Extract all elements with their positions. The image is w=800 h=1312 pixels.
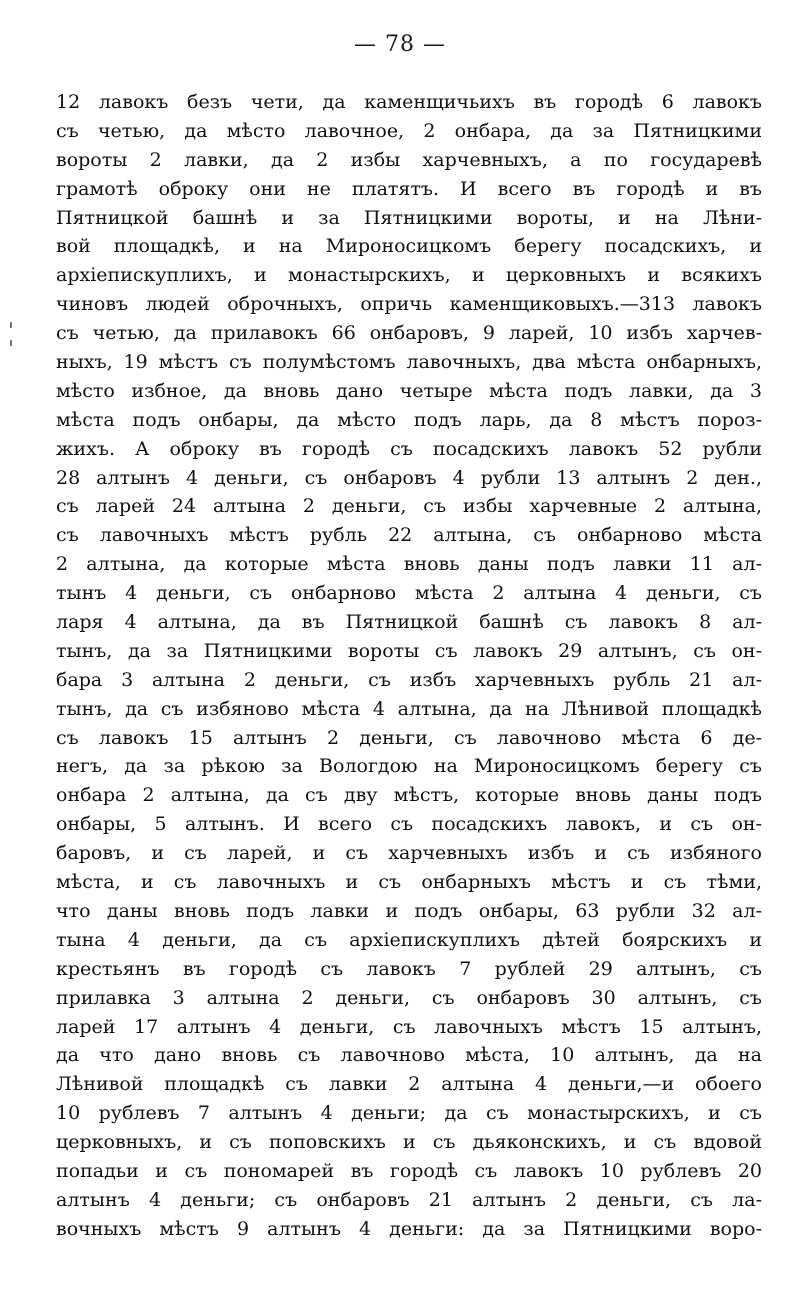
text-line: 12 лавокъ безъ чети, да каменщичьихъ въ городѣ 6 лавокъ	[56, 91, 762, 113]
page-number: — 78 —	[354, 32, 446, 57]
text-line: бара 3 алтына 2 деньги, съ избъ харчевныхъ рубль 21 ал-	[56, 668, 762, 691]
text-line: Лѣнивой площадкѣ съ лавки 2 алтына 4 деньги,—и обоего	[56, 1073, 762, 1096]
text-line: ларя 4 алтына, да въ Пятницкой башнѣ съ лавокъ 8 ал-	[56, 611, 762, 634]
text-line: ныхъ, 19 мѣстъ съ полумѣстомъ лавочныхъ, два мѣста онбарныхъ,	[56, 351, 762, 374]
text-line: да что дано вновь съ лавочново мѣста, 10 алтынъ, да на	[56, 1044, 762, 1067]
text-line: тынъ, да за Пятницкими вороты съ лавокъ 29 алтынъ, съ он-	[56, 639, 762, 662]
text-line: онбары, 5 алтынъ. И всего съ посадскихъ лавокъ, и съ он-	[56, 813, 762, 836]
text-line: баровъ, и съ ларей, и съ харчевныхъ избъ и съ избяного	[56, 842, 762, 865]
text-line: съ лавокъ 15 алтынъ 2 деньги, съ лавочново мѣста 6 де-	[56, 726, 762, 749]
text-line: съ четью, да мѣсто лавочное, 2 онбара, да за Пятницкими	[56, 119, 762, 142]
text-line: ларей 17 алтынъ 4 деньги, съ лавочныхъ мѣстъ 15 алтынъ,	[56, 1015, 762, 1038]
text-line: вочныхъ мѣстъ 9 алтынъ 4 деньги: да за Пятницкими воро-	[56, 1217, 762, 1240]
text-line: что даны вновь подъ лавки и подъ онбары, 63 рубли 32 ал-	[56, 899, 762, 922]
margin-mark	[10, 340, 12, 346]
text-line: церковныхъ, и съ поповскихъ и съ дьяконскихъ, и съ вдовой	[56, 1131, 762, 1154]
text-line: мѣста подъ онбары, да мѣсто подъ ларь, да 8 мѣстъ пороз-	[56, 408, 762, 431]
text-line: тынъ, да съ избяново мѣста 4 алтына, да на Лѣнивой площадкѣ	[56, 697, 762, 720]
text-line: негъ, да за рѣкою за Вологдою на Мироносицкомъ берегу съ	[56, 755, 762, 778]
text-line: жихъ. А оброку въ городѣ съ посадскихъ лавокъ 52 рубли	[56, 437, 762, 460]
text-line: алтынъ 4 деньги; съ онбаровъ 21 алтынъ 2 деньги, съ ла-	[56, 1188, 762, 1211]
text-line: 28 алтынъ 4 деньги, съ онбаровъ 4 рубли 13 алтынъ 2 ден.,	[56, 466, 762, 489]
text-line: тынъ 4 деньги, съ онбарново мѣста 2 алтына 4 деньги, съ	[56, 582, 762, 605]
text-line: архіепискуплихъ, и монастырскихъ, и церковныхъ и всякихъ	[56, 264, 762, 287]
text-line: прилавка 3 алтына 2 деньги, съ онбаровъ 30 алтынъ, съ	[56, 986, 762, 1009]
text-line: вороты 2 лавки, да 2 избы харчевныхъ, а по государевѣ	[56, 148, 762, 171]
text-line: крестьянъ въ городѣ съ лавокъ 7 рублей 29 алтынъ, съ	[56, 957, 762, 980]
text-line: попадьи и съ пономарей въ городѣ съ лавокъ 10 рублевъ 20	[56, 1159, 762, 1182]
text-line: вой площадкѣ, и на Мироносицкомъ берегу посадскихъ, и	[56, 235, 762, 258]
text-line: съ ларей 24 алтына 2 деньги, съ избы харчевные 2 алтына,	[56, 495, 762, 518]
text-line: мѣсто избное, да вновь дано четыре мѣста подъ лавки, да 3	[56, 379, 762, 402]
text-line: грамотѣ оброку они не платятъ. И всего въ городѣ и въ	[56, 177, 762, 200]
text-line: 2 алтына, да которые мѣста вновь даны подъ лавки 11 ал-	[56, 553, 762, 576]
margin-mark	[10, 322, 12, 328]
text-line: мѣста, и съ лавочныхъ и съ онбарныхъ мѣстъ и съ тѣми,	[56, 871, 762, 894]
text-line: чиновъ людей оброчныхъ, опричь каменщиковыхъ.—313 лавокъ	[56, 293, 762, 316]
text-line: тына 4 деньги, да съ архіепискуплихъ дѣтей боярскихъ и	[56, 928, 762, 951]
text-line: 10 рублевъ 7 алтынъ 4 деньги; да съ монастырскихъ, и съ	[56, 1102, 762, 1125]
text-line: онбара 2 алтына, да съ дву мѣстъ, которые вновь даны подъ	[56, 784, 762, 807]
text-line: съ четью, да прилавокъ 66 онбаровъ, 9 ларей, 10 избъ харчев-	[56, 322, 762, 345]
text-line: Пятницкой башнѣ и за Пятницкими вороты, и на Лѣни-	[56, 206, 762, 229]
body-text	[56, 88, 762, 1244]
text-line: съ лавочныхъ мѣстъ рубль 22 алтына, съ онбарново мѣста	[56, 524, 762, 547]
